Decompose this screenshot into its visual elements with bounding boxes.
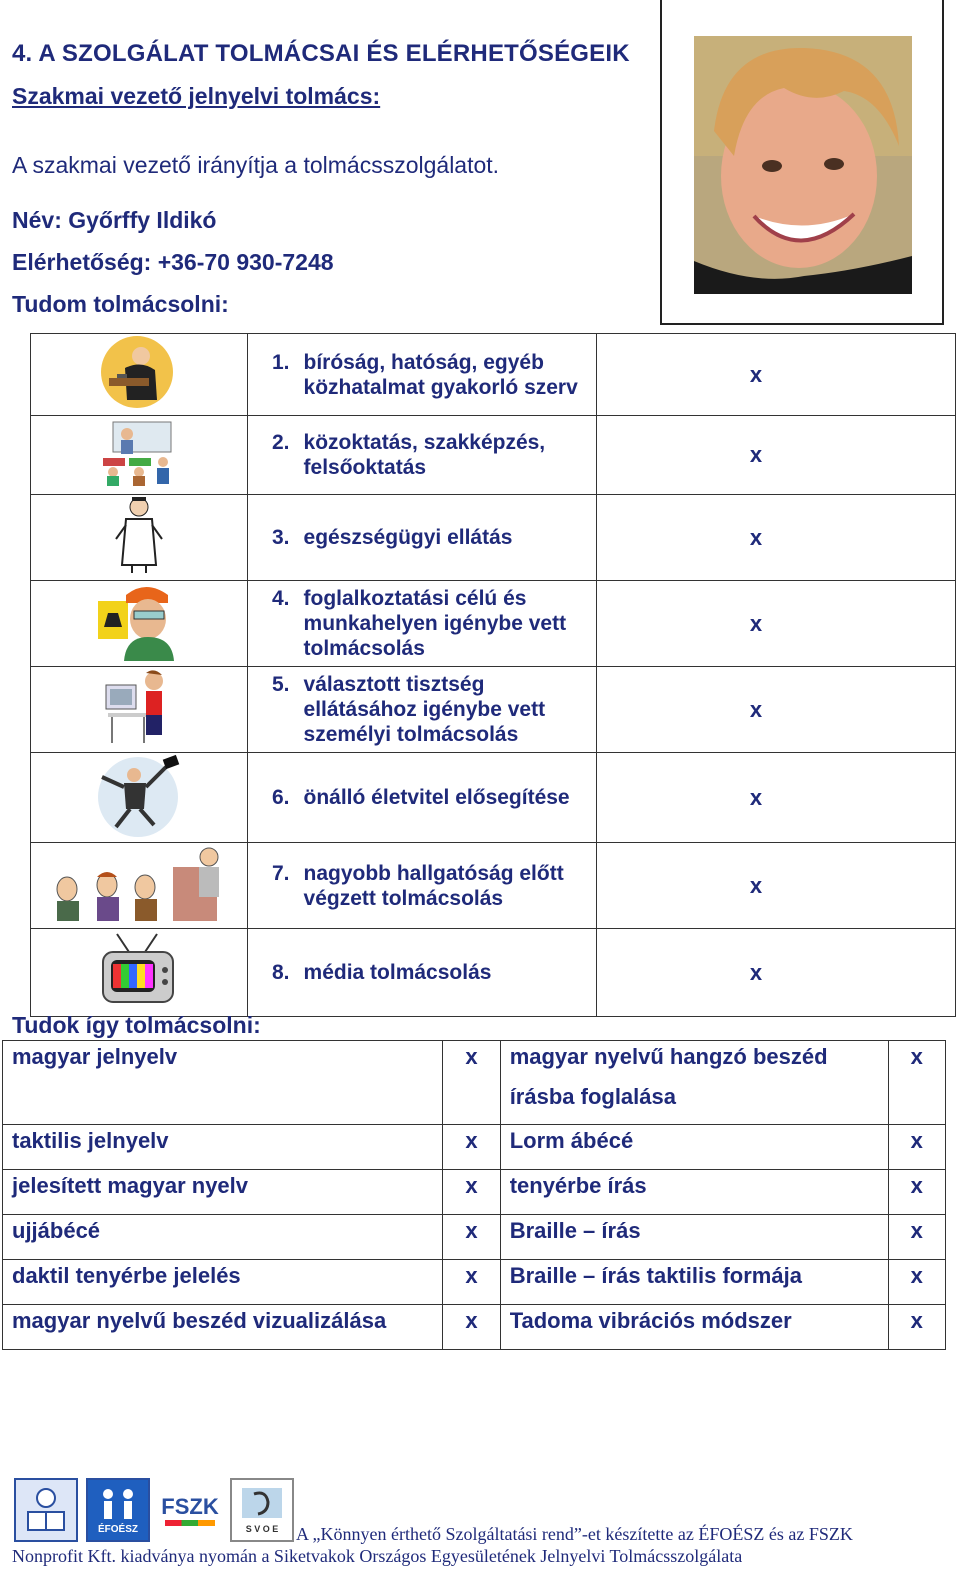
area-mark: x	[597, 581, 956, 667]
intro-text: A szakmai vezető irányítja a tolmácsszolgálatot.	[12, 152, 500, 178]
area-row	[31, 581, 956, 667]
portrait-photo	[694, 36, 912, 294]
method-left-mark: x	[443, 1041, 500, 1125]
method-left-mark: x	[443, 1305, 500, 1350]
fszk-logo-icon	[158, 1478, 222, 1542]
area-number: 1.	[272, 350, 290, 374]
interpreter-name: Név: Győrffy Ildikó	[12, 207, 217, 233]
area-row	[31, 929, 956, 1017]
jumping-person-icon	[31, 753, 248, 843]
area-mark: x	[597, 334, 956, 416]
method-right-text: magyar nyelvű hangzó beszéd	[509, 1044, 828, 1069]
area-row	[31, 843, 956, 929]
area-mark: x	[597, 495, 956, 581]
area-number: 5.	[272, 673, 290, 696]
footer-credit-line-2: Nonprofit Kft. kiadványa nyomán a Siketvakok Országos Egyesületének Jelnyelvi Tolmácsszolgálata	[12, 1546, 743, 1566]
method-left-mark: x	[443, 1260, 500, 1305]
method-right-text: Braille – írás taktilis formája	[509, 1263, 802, 1288]
area-label: választott tisztség ellátásához igénybe vett személyi tolmácsolás	[303, 673, 546, 746]
area-label: önálló életvitel elősegítése	[303, 786, 570, 809]
area-number: 4.	[272, 587, 290, 610]
area-number: 6.	[272, 786, 290, 809]
method-row	[3, 1125, 946, 1170]
method-right-text: Tadoma vibrációs módszer	[509, 1308, 792, 1333]
area-label-cell	[248, 581, 597, 667]
area-number: 3.	[272, 526, 290, 549]
method-right-text-line2: írásba foglalása	[509, 1084, 676, 1109]
area-label-cell	[248, 416, 597, 495]
area-number: 8.	[272, 961, 290, 984]
area-label-cell	[248, 929, 597, 1017]
method-row	[3, 1041, 946, 1125]
method-right	[500, 1125, 888, 1170]
portrait-frame	[660, 0, 944, 325]
method-right-mark: x	[888, 1125, 945, 1170]
area-label: közoktatás, szakképzés, felsőoktatás	[303, 431, 546, 479]
area-mark: x	[597, 929, 956, 1017]
interpreter-contact: Elérhetőség: +36-70 930-7248	[12, 249, 334, 275]
method-right	[500, 1260, 888, 1305]
area-number: 2.	[272, 431, 290, 454]
method-left: magyar jelnyelv	[3, 1041, 443, 1125]
fszk-logo-text: FSZK	[161, 1494, 219, 1519]
method-row	[3, 1215, 946, 1260]
method-row	[3, 1305, 946, 1350]
method-right	[500, 1170, 888, 1215]
area-label: bíróság, hatóság, egyéb közhatalmat gyakorló szerv	[303, 350, 578, 399]
section-subtitle: Szakmai vezető jelnyelvi tolmács:	[12, 83, 381, 109]
page-title: 4. A SZOLGÁLAT TOLMÁCSAI ÉS ELÉRHETŐSÉGEIK	[12, 40, 630, 67]
area-mark: x	[597, 416, 956, 495]
area-row	[31, 753, 956, 843]
area-label: foglalkoztatási célú és munkahelyen igénybe vett tolmácsolás	[303, 587, 567, 660]
doctor-icon	[31, 495, 248, 581]
svoe-logo-icon	[230, 1478, 294, 1542]
classroom-icon	[31, 416, 248, 495]
area-row	[31, 334, 956, 416]
method-right-text: Braille – írás	[509, 1218, 641, 1243]
area-label: egészségügyi ellátás	[303, 526, 513, 549]
interpreting-areas-table	[30, 333, 956, 1017]
method-left: daktil tenyérbe jelelés	[3, 1260, 443, 1305]
area-mark: x	[597, 753, 956, 843]
footer-logos	[14, 1478, 294, 1542]
method-left: taktilis jelnyelv	[3, 1125, 443, 1170]
method-right-mark: x	[888, 1260, 945, 1305]
judge-icon	[31, 334, 248, 416]
area-label-cell	[248, 495, 597, 581]
easy-read-logo-icon	[14, 1478, 78, 1542]
area-row	[31, 495, 956, 581]
method-left-mark: x	[443, 1125, 500, 1170]
audience-icon	[31, 843, 248, 929]
method-right-mark: x	[888, 1041, 945, 1125]
method-left: ujjábécé	[3, 1215, 443, 1260]
can-interpret-label: Tudom tolmácsolni:	[12, 291, 229, 317]
area-label-cell	[248, 667, 597, 753]
area-number: 7.	[272, 861, 290, 885]
efoesz-logo-text: ÉFOÉSZ	[97, 1523, 138, 1535]
method-left: magyar nyelvű beszéd vizualizálása	[3, 1305, 443, 1350]
method-left-mark: x	[443, 1170, 500, 1215]
area-label-cell	[248, 843, 597, 929]
method-left: jelesített magyar nyelv	[3, 1170, 443, 1215]
method-row	[3, 1170, 946, 1215]
worker-icon	[31, 581, 248, 667]
computer-user-icon	[31, 667, 248, 753]
svoe-logo-text: S V O E	[245, 1524, 279, 1534]
area-mark: x	[597, 843, 956, 929]
interpreting-methods-table	[2, 1040, 946, 1350]
method-right-text: Lorm ábécé	[509, 1128, 634, 1153]
method-left-mark: x	[443, 1215, 500, 1260]
tv-icon	[31, 929, 248, 1017]
method-right-text: tenyérbe írás	[509, 1173, 647, 1198]
area-mark: x	[597, 667, 956, 753]
method-right	[500, 1041, 888, 1125]
area-label-cell	[248, 334, 597, 416]
efoesz-logo-icon	[86, 1478, 150, 1542]
area-label: média tolmácsolás	[303, 961, 492, 984]
area-label: nagyobb hallgatóság előtt végzett tolmácsolás	[303, 861, 564, 910]
method-right-mark: x	[888, 1215, 945, 1260]
area-label-cell	[248, 753, 597, 843]
methods-title: Tudok így tolmácsolni:	[12, 1012, 261, 1038]
method-right-mark: x	[888, 1305, 945, 1350]
method-row	[3, 1260, 946, 1305]
method-right	[500, 1305, 888, 1350]
method-right-mark: x	[888, 1170, 945, 1215]
area-row	[31, 416, 956, 495]
footer-credit-line-1: A „Könnyen érthető Szolgáltatási rend”-et készítette az ÉFOÉSZ és az FSZK	[296, 1524, 853, 1544]
area-row	[31, 667, 956, 753]
method-right	[500, 1215, 888, 1260]
